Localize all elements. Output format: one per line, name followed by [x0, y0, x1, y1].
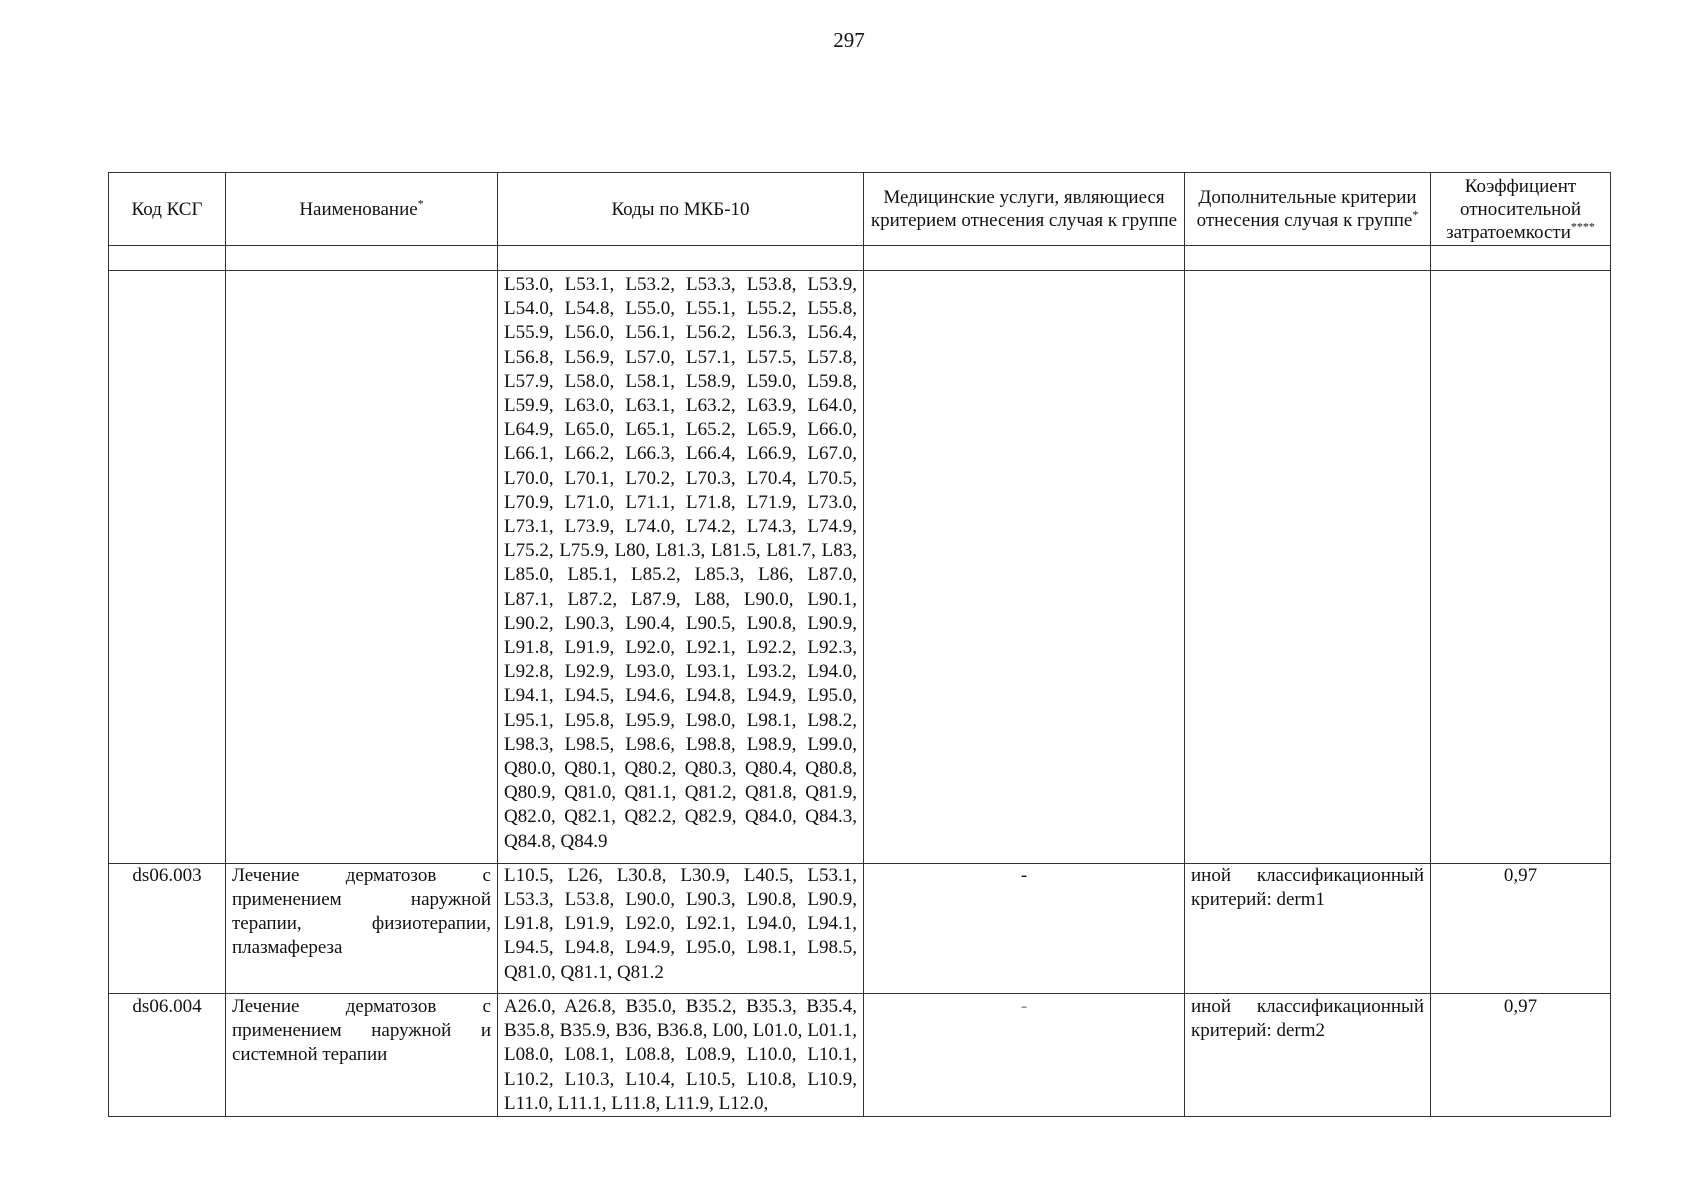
ksg-table [108, 172, 1611, 1117]
name-cell [226, 271, 498, 864]
coef-cell: 0,97 [1431, 863, 1611, 993]
criteria-cell [1185, 271, 1431, 864]
spacer-cell [226, 246, 498, 271]
criteria-footnote-mark: * [1412, 207, 1419, 222]
table-row [109, 863, 1611, 993]
table-row [109, 993, 1611, 1116]
header-row [109, 173, 1611, 246]
code-cell: ds06.004 [109, 993, 226, 1116]
criteria-cell: иной классификационный критерий: derm1 [1185, 863, 1431, 993]
coef-footnote-mark: **** [1570, 219, 1595, 234]
mkb-codes-cell: A26.0, A26.8, B35.0, B35.2, B35.3, B35.4, B35.8, B35.9, B36, B36.8, L00, L01.0, L01.1, L08.0, L08.1, L08.8, L08.9, L10.0, L10.1, L10.2, L10.3, L10.4, L10.5, L10.8, L10.9, L11.0, L11.1, L11.8, L11.9, L12.0, [498, 993, 864, 1116]
mkb-codes-cell: L53.0, L53.1, L53.2, L53.3, L53.8, L53.9, L54.0, L54.8, L55.0, L55.1, L55.2, L55.8, L55.9, L56.0, L56.1, L56.2, L56.3, L56.4, L56.8, L56.9, L57.0, L57.1, L57.5, L57.8, L57.9, L58.0, L58.1, L58.9, L59.0, L59.8, L59.9, L63.0, L63.1, L63.2, L63.9, L64.0, L64.9, L65.0, L65.1, L65.2, L65.9, L66.0, L66.1, L66.2, L66.3, L66.4, L66.9, L67.0, L70.0, L70.1, L70.2, L70.3, L70.4, L70.5, L70.9, L71.0, L71.1, L71.8, L71.9, L73.0, L73.1, L73.9, L74.0, L74.2, L74.3, L74.9, L75.2, L75.9, L80, L81.3, L81.5, L81.7, L83, L85.0, L85.1, L85.2, L85.3, L86, L87.0, L87.1, L87.2, L87.9, L88, L90.0, L90.1, L90.2, L90.3, L90.4, L90.5, L90.8, L90.9, L91.8, L91.9, L92.0, L92.1, L92.2, L92.3, L92.8, L92.9, L93.0, L93.1, L93.2, L94.0, L94.1, L94.5, L94.6, L94.8, L94.9, L95.0, L95.1, L95.8, L95.9, L98.0, L98.1, L98.2, L98.3, L98.5, L98.6, L98.8, L98.9, L99.0, Q80.0, Q80.1, Q80.2, Q80.3, Q80.4, Q80.8, Q80.9, Q81.0, Q81.1, Q81.2, Q81.8, Q81.9, Q82.0, Q82.1, Q82.2, Q82.9, Q84.0, Q84.3, Q84.8, Q84.9 [498, 271, 864, 864]
spacer-cell [864, 246, 1185, 271]
coef-cell: 0,97 [1431, 993, 1611, 1116]
name-cell: Лечение дерматозов с применением наружной терапии, физиотерапии, плазмафереза [226, 863, 498, 993]
spacer-cell [109, 246, 226, 271]
coef-cell [1431, 271, 1611, 864]
table-row [109, 271, 1611, 864]
header-spacer-row [109, 246, 1611, 271]
name-footnote-mark: * [417, 196, 424, 211]
page-number: 297 [833, 28, 865, 52]
mkb-codes-cell: L10.5, L26, L30.8, L30.9, L40.5, L53.1, L53.3, L53.8, L90.0, L90.3, L90.8, L90.9, L91.8, L91.9, L92.0, L92.1, L94.0, L94.1, L94.5, L94.8, L94.9, L95.0, L98.1, L98.5, Q81.0, Q81.1, Q81.2 [498, 863, 864, 993]
header-criteria: Дополнительные критерии отнесения случая к группе* [1185, 173, 1431, 246]
header-name: Наименование* [226, 173, 498, 246]
services-cell: - [864, 863, 1185, 993]
header-coef: Коэффициент относительной затратоемкости**** [1431, 173, 1611, 246]
name-cell: Лечение дерматозов с применением наружной и системной терапии [226, 993, 498, 1116]
header-code: Код КСГ [109, 173, 226, 246]
services-cell [864, 271, 1185, 864]
header-services: Медицинские услуги, являющиеся критерием отнесения случая к группе [864, 173, 1185, 246]
spacer-cell [1185, 246, 1431, 271]
code-cell: ds06.003 [109, 863, 226, 993]
spacer-cell [498, 246, 864, 271]
spacer-cell [1431, 246, 1611, 271]
criteria-cell: иной классификационный критерий: derm2 [1185, 993, 1431, 1116]
code-cell [109, 271, 226, 864]
services-cell: - [864, 993, 1185, 1116]
header-mkb: Коды по МКБ-10 [498, 173, 864, 246]
